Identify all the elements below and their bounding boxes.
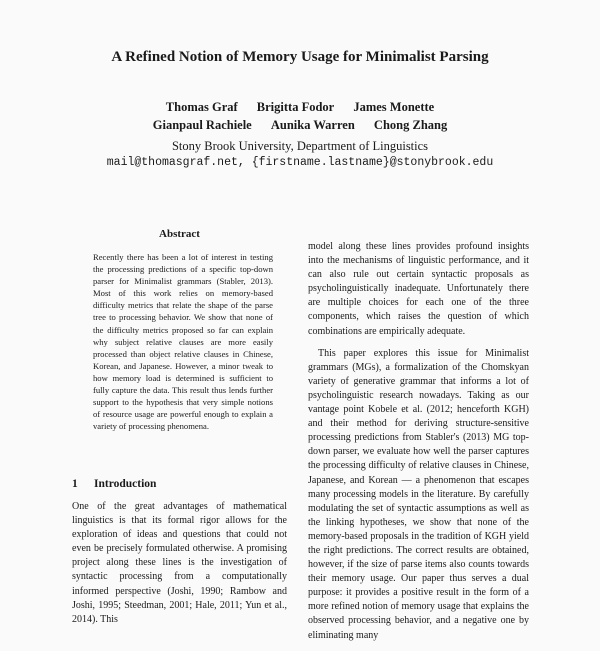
paper-title: A Refined Notion of Memory Usage for Minimalist Parsing bbox=[111, 49, 489, 65]
affiliation: Stony Brook University, Department of Linguistics bbox=[171, 139, 429, 153]
paragraph: One of the great advantages of mathematical linguistics is that its formal rigor allows for the exploration of ideas and questions that could not even be precisely formulated otherwise. A promising project along these lines is the investigation of syntactic processing from a computationally informed perspective (Joshi, 1990; Rambow and Joshi, 1995; Steedman, 2001; Hale, 2011; Yun et al., 2014). This bbox=[72, 501, 287, 625]
author-list bbox=[0, 98, 600, 134]
abstract-heading: Abstract bbox=[159, 228, 200, 240]
author-row-1 bbox=[0, 98, 600, 116]
author-name: Gianpaul Rachiele bbox=[152, 118, 252, 132]
section-heading-introduction bbox=[72, 478, 156, 490]
abstract-text: Recently there has been a lot of interest in testing the processing predictions of a specific top-down parser for Minimalist grammars (Stabler, 2013). Most of this work relies on memory-based difficulty metrics that relate the shape of the parse tree to processing behavior. We show that none of the difficulty metrics proposed so far can explain why subject relative clauses are more easily processed than object relative clauses in Chinese, Korean, and Japanese. However, a minor tweak to how memory load is determined is sufficient to fully capture the data. This result thus lends further support to the hypothesis that very simple notions of resource usage are powerful enough to explain a variety of processing phenomena. bbox=[93, 252, 273, 432]
email-addresses: mail@thomasgraf.net, {firstname.lastname}@stonybrook.edu bbox=[106, 156, 494, 169]
paragraph: model along these lines provides profound insights into the mechanisms of linguistic performance, and it can also rule out certain syntactic proposals as psycholinguistically inadequate. Unfortunately there are multiple choices for each one of the three components, which raises the question of which combinations are empirically adequate. bbox=[308, 241, 529, 337]
author-name: Aunika Warren bbox=[270, 118, 355, 132]
author-name: Thomas Graf bbox=[165, 100, 238, 114]
paragraph: This paper explores this issue for Minimalist grammars (MGs), a formalization of the Chomskyan variety of generative grammar that informs a lot of psycholinguistic research nowadays. Taking as our vantage point Kobele et al. (2012; henceforth KGH) and their method for deriving structure-sensitive processing predictions from Stabler's (2013) MG top-down parser, we evaluate how well the parser captures the processing difficulty of relative clauses in Chinese, Japanese, and Korean — a phenomenon that escapes many processing models in the literature. By carefully modulating the set of syntactic assumptions as well as the linking hypotheses, we show that none of the memory-based proposals in the tradition of KGH yield the right predictions. The correct results are obtained, however, if the size of parse items also counts towards their memory usage. Our paper thus serves a dual purpose: it provides a positive result in the form of a more refined notion of memory usage that explains the observed processing behavior, and a negative one by eliminating many bbox=[308, 347, 529, 641]
author-row-2 bbox=[0, 116, 600, 134]
author-name: Brigitta Fodor bbox=[256, 100, 335, 114]
right-column-text bbox=[308, 240, 529, 651]
author-name: James Monette bbox=[353, 100, 435, 114]
section-number: 1 bbox=[72, 478, 78, 490]
author-name: Chong Zhang bbox=[373, 118, 448, 132]
section-title: Introduction bbox=[94, 478, 157, 490]
introduction-text bbox=[72, 500, 287, 627]
